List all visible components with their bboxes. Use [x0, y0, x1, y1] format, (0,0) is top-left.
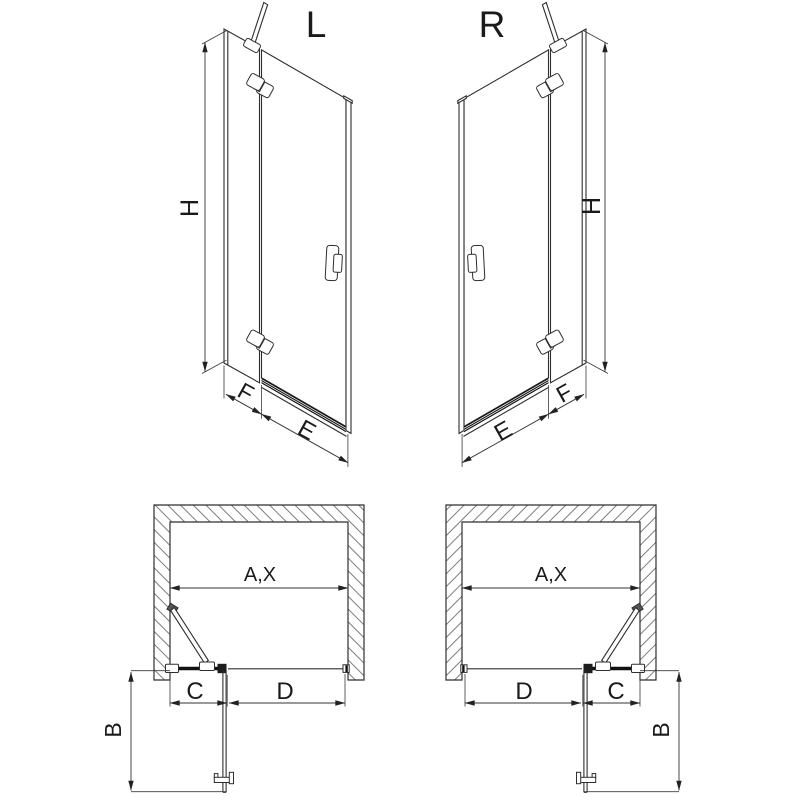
depth-dim-label-right-plan: B [648, 722, 674, 738]
variant-label-left: L [305, 4, 327, 45]
opening-dim-label-right: A,X [534, 564, 568, 586]
view-right-3d [458, 3, 608, 468]
fixed-dim-label-right: F [551, 378, 577, 408]
opening-dim-label-left: A,X [243, 564, 277, 586]
height-dim-label-left: H [176, 198, 204, 218]
variant-label-right: R [478, 4, 506, 45]
view-right-plan [446, 505, 679, 792]
door-dim-label-left-plan: D [276, 678, 294, 705]
view-left-plan [100, 505, 364, 792]
view-left-3d [176, 3, 352, 468]
depth-dim-label-left-plan: B [100, 722, 126, 738]
fixed-dim-label-right-plan: C [607, 678, 625, 705]
door-dim-label-right: E [489, 415, 517, 448]
fixed-dim-label-left: F [233, 377, 259, 407]
door-dim-label-right-plan: D [515, 678, 533, 705]
door-dim-label-left: E [293, 414, 321, 447]
fixed-dim-label-left-plan: C [186, 678, 204, 705]
height-dim-label-right: H [578, 196, 606, 216]
